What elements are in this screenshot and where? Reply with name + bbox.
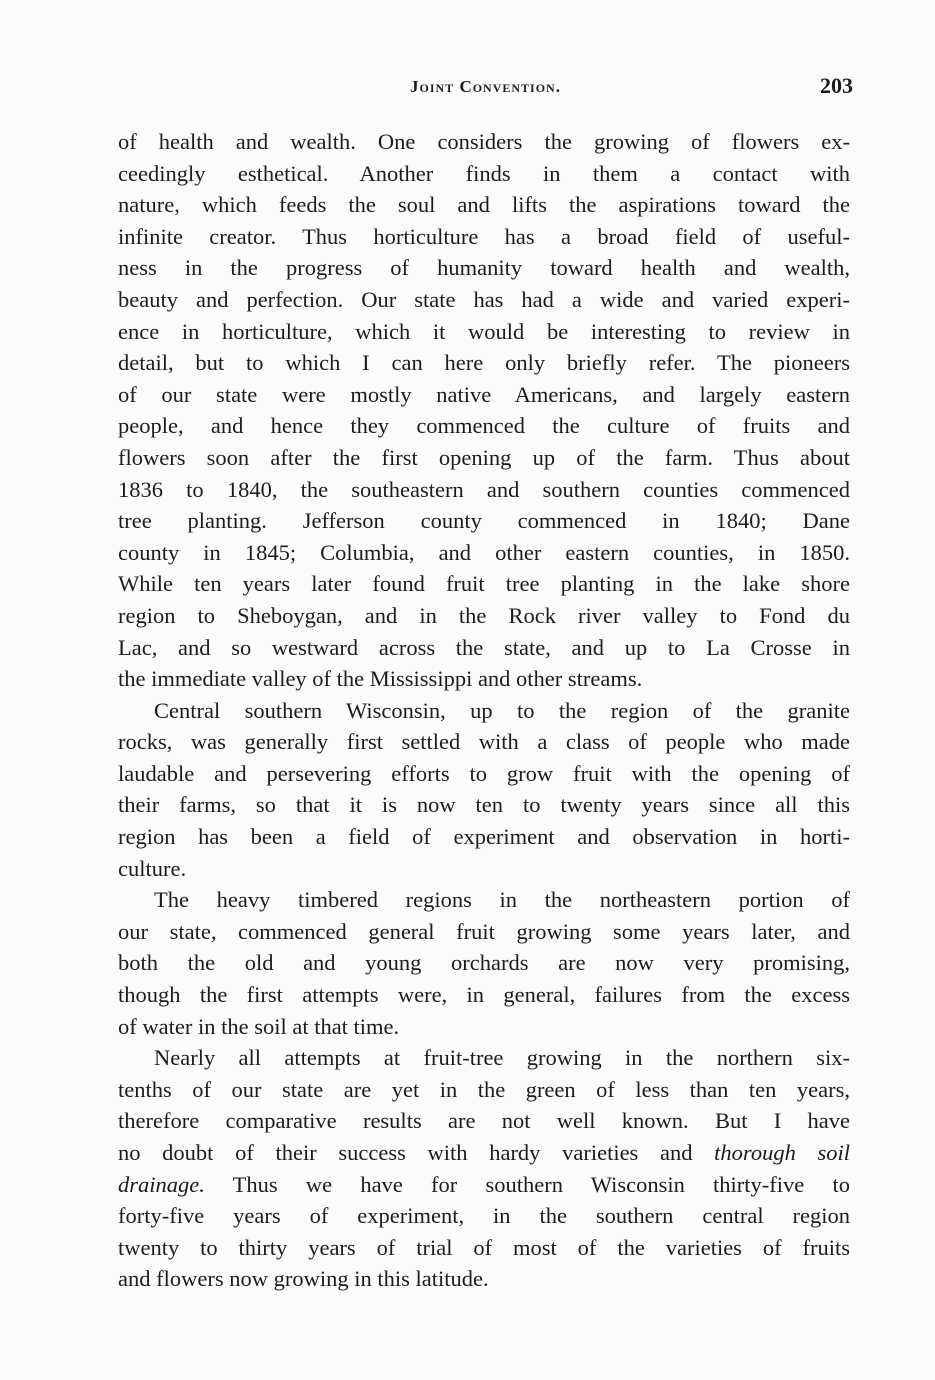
text-line: flowers soon after the first opening up of the farm. Thus about	[118, 444, 850, 470]
text-line: region to Sheboygan, and in the Rock river valley to Fond du	[118, 602, 850, 628]
text-line: people, and hence they commenced the culture of fruits and	[118, 413, 850, 439]
text-line: though the first attempts were, in general, failures from the excess	[118, 982, 850, 1008]
running-title: Joint Convention.	[410, 77, 561, 96]
text-line: therefore comparative results are not well known. But I have	[118, 1108, 850, 1134]
paragraph-2	[118, 695, 850, 885]
text-line: beauty and perfection. Our state has had a wide and varied experi-	[118, 286, 850, 312]
text-line: our state, commenced general fruit growing some years later, and	[118, 918, 850, 944]
text-line: tree planting. Jefferson county commenced in 1840; Dane	[118, 508, 850, 534]
paragraph-3	[118, 884, 850, 1042]
text-line: county in 1845; Columbia, and other eastern counties, in 1850.	[118, 539, 850, 565]
text-line: both the old and young orchards are now very promising,	[118, 950, 850, 976]
text-line: twenty to thirty years of trial of most of the varieties of fruits	[118, 1234, 850, 1260]
paragraph-1	[118, 126, 850, 695]
text-line: the immediate valley of the Mississippi and other streams.	[118, 666, 643, 692]
text-line: region has been a field of experiment and observation in horti-	[118, 824, 850, 850]
italic-phrase: thorough soil	[714, 1140, 850, 1165]
text-line: culture.	[118, 855, 187, 881]
text-line: The heavy timbered regions in the northeastern portion of	[154, 887, 850, 913]
text-line: and flowers now growing in this latitude.	[118, 1266, 489, 1292]
text-line: of health and wealth. One considers the growing of flowers ex-	[118, 129, 850, 154]
text-line: 1836 to 1840, the southeastern and southern counties commenced	[118, 476, 850, 502]
body-text	[118, 126, 850, 1295]
text-line: infinite creator. Thus horticulture has a broad field of useful-	[118, 223, 850, 249]
text-line: no doubt of their success with hardy varieties and thorough soil	[118, 1140, 850, 1165]
text-line: laudable and persevering efforts to grow fruit with the opening of	[118, 760, 850, 786]
running-header	[118, 73, 853, 103]
text-line: ence in horticulture, which it would be interesting to review in	[118, 318, 850, 344]
page-number: 203	[820, 73, 853, 98]
text-line: Lac, and so westward across the state, and up to La Crosse in	[118, 634, 850, 660]
text-line: Central southern Wisconsin, up to the region of the granite	[154, 697, 850, 723]
text-line: their farms, so that it is now ten to twenty years since all this	[118, 792, 850, 818]
paragraph-4	[118, 1042, 850, 1295]
text-line: of water in the soil at that time.	[118, 1013, 400, 1039]
text-line: drainage. Thus we have for southern Wisconsin thirty-five to	[118, 1171, 850, 1197]
text-line: ness in the progress of humanity toward health and wealth,	[118, 255, 850, 281]
text-line: ceedingly esthetical. Another finds in them a contact with	[118, 160, 850, 186]
text-line: tenths of our state are yet in the green of less than ten years,	[118, 1076, 850, 1102]
text-line: While ten years later found fruit tree planting in the lake shore	[118, 571, 850, 597]
italic-phrase: drainage.	[118, 1171, 205, 1197]
text-line: forty-five years of experiment, in the southern central region	[118, 1203, 850, 1229]
text-line: of our state were mostly native Americans, and largely eastern	[118, 381, 850, 407]
text-line: nature, which feeds the soul and lifts the aspirations toward the	[118, 192, 850, 218]
text-line: detail, but to which I can here only briefly refer. The pioneers	[118, 350, 850, 376]
text-line: Nearly all attempts at fruit-tree growing in the northern six-	[154, 1045, 850, 1071]
text-line: rocks, was generally first settled with a class of people who made	[118, 729, 850, 755]
